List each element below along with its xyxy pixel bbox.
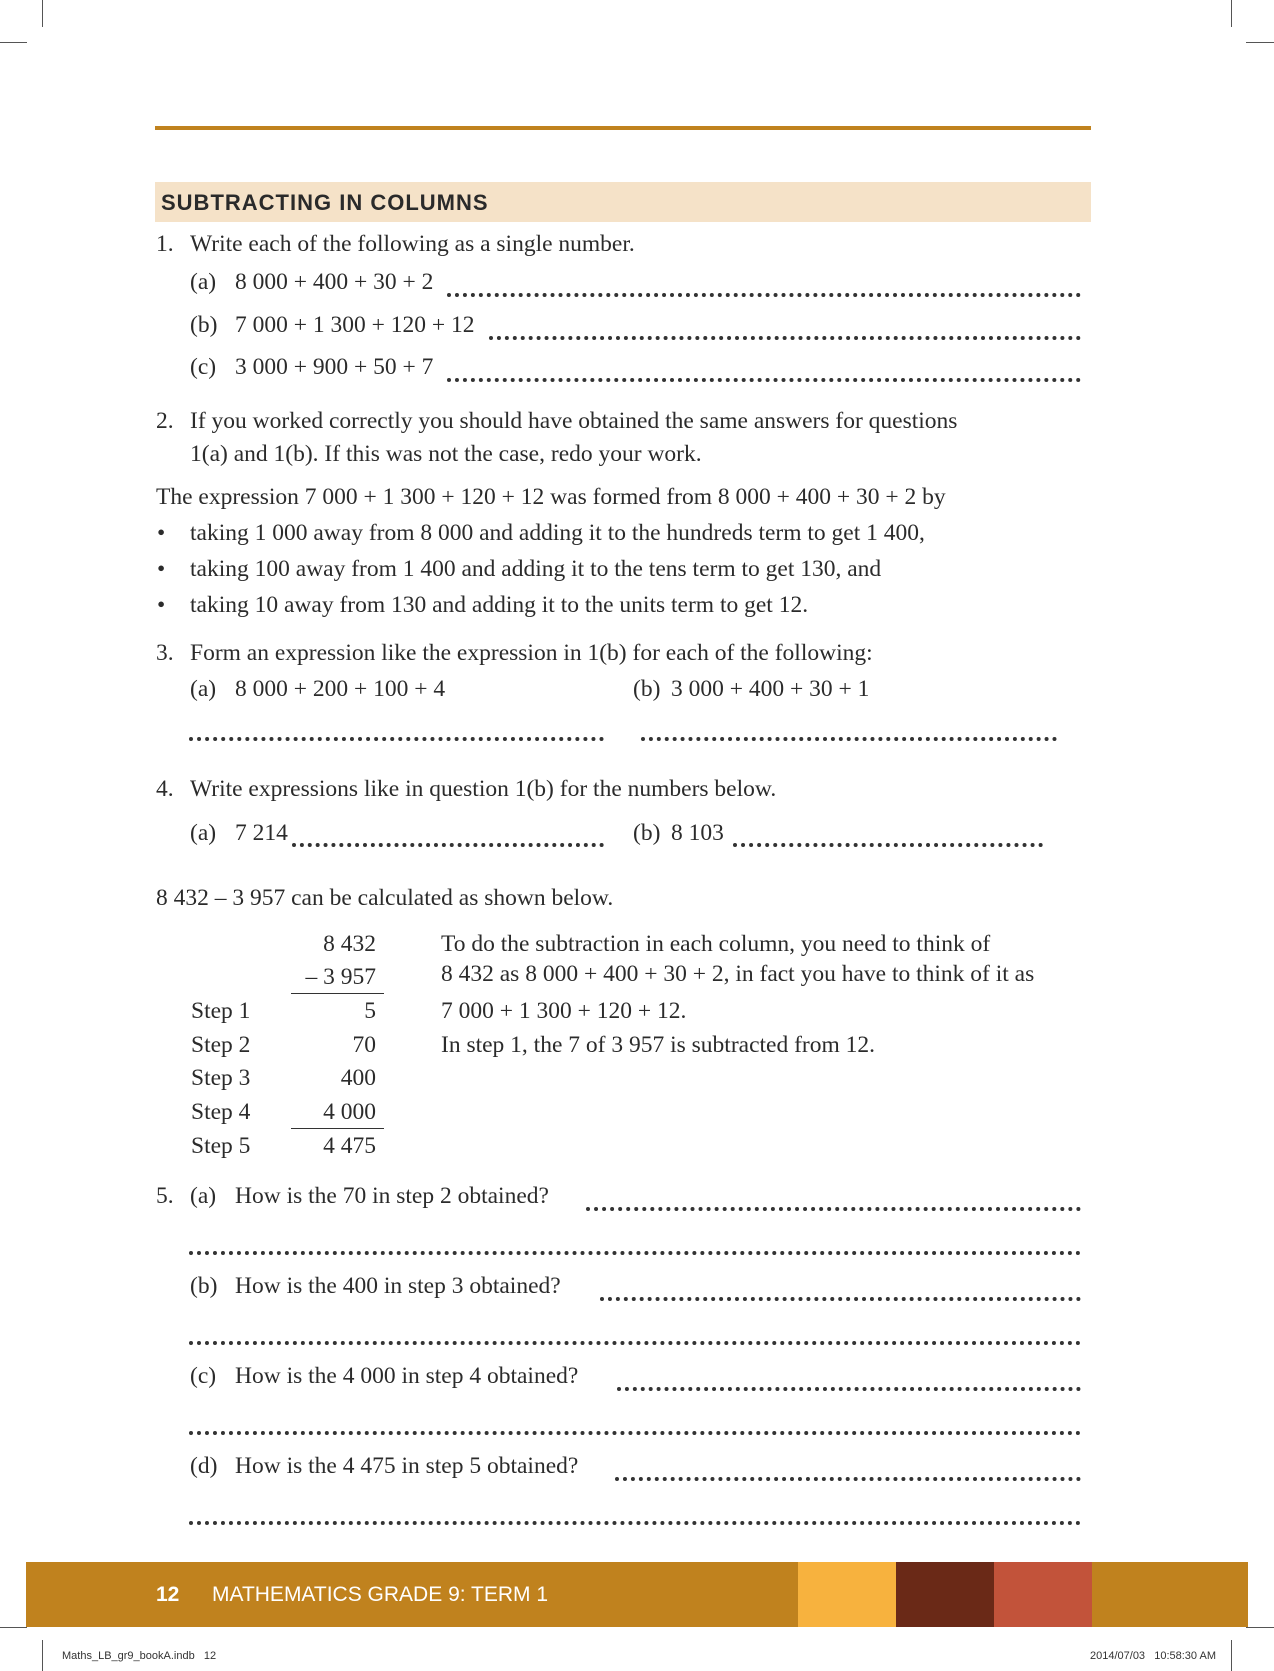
step-label: Step 4 bbox=[191, 1099, 251, 1125]
q5b-label: (b) bbox=[190, 1273, 218, 1299]
section-header bbox=[155, 182, 1091, 222]
q5a-text: How is the 70 in step 2 obtained? bbox=[235, 1183, 549, 1209]
q1b-text: 7 000 + 1 300 + 120 + 12 bbox=[235, 312, 475, 338]
calc-explain: In step 1, the 7 of 3 957 is subtracted from 12. bbox=[441, 1032, 876, 1058]
slug-timestamp: 2014/07/03 10:58:30 AM bbox=[1090, 1650, 1216, 1662]
q4-number: 4. bbox=[156, 776, 174, 802]
answer-line-q5b[interactable] bbox=[600, 1297, 1081, 1301]
q5d-label: (d) bbox=[190, 1453, 218, 1479]
q3a-text: 8 000 + 200 + 100 + 4 bbox=[235, 676, 446, 702]
bullet-dot: • bbox=[157, 520, 166, 546]
calc-intro: 8 432 – 3 957 can be calculated as shown below. bbox=[156, 885, 614, 911]
crop-mark bbox=[0, 42, 27, 43]
crop-mark bbox=[1246, 1627, 1274, 1628]
step-label: Step 5 bbox=[191, 1133, 251, 1159]
footer-title: MATHEMATICS GRADE 9: TERM 1 bbox=[212, 1583, 549, 1606]
footer-swatch-brown bbox=[896, 1562, 994, 1627]
q1c-label: (c) bbox=[190, 354, 217, 380]
step-label: Step 3 bbox=[191, 1065, 251, 1091]
q5b-text: How is the 400 in step 3 obtained? bbox=[235, 1273, 561, 1299]
answer-line-q5b-2[interactable] bbox=[189, 1341, 1081, 1345]
footer-page-number: 12 bbox=[156, 1583, 180, 1606]
bullet-dot: • bbox=[157, 592, 166, 618]
slug-file: Maths_LB_gr9_bookA.indb 12 bbox=[62, 1650, 217, 1662]
q3-number: 3. bbox=[156, 640, 174, 666]
calc-rule bbox=[291, 993, 384, 994]
q1a-label: (a) bbox=[190, 269, 217, 295]
answer-line-q5d-2[interactable] bbox=[189, 1521, 1081, 1525]
explanation-intro: The expression 7 000 + 1 300 + 120 + 12 was formed from 8 000 + 400 + 30 + 2 by bbox=[156, 484, 946, 510]
answer-line-q1b[interactable] bbox=[489, 336, 1081, 340]
step-value: 400 bbox=[340, 1065, 376, 1091]
crop-mark bbox=[0, 1627, 27, 1628]
calc-minuend: 8 432 bbox=[323, 931, 376, 957]
q2-line2: 1(a) and 1(b). If this was not the case, redo your work. bbox=[190, 441, 702, 467]
q5d-text: How is the 4 475 in step 5 obtained? bbox=[235, 1453, 579, 1479]
q4a-text: 7 214 bbox=[235, 820, 288, 846]
answer-line-q1a[interactable] bbox=[447, 293, 1081, 297]
bullet-text: taking 10 away from 130 and adding it to the units term to get 12. bbox=[190, 592, 809, 618]
footer-bar bbox=[26, 1562, 1248, 1627]
step-value: 70 bbox=[352, 1032, 376, 1058]
answer-line-q3a[interactable] bbox=[189, 737, 604, 741]
answer-line-q5a-2[interactable] bbox=[189, 1251, 1081, 1255]
q1-stem: Write each of the following as a single number. bbox=[190, 231, 635, 257]
crop-mark bbox=[42, 0, 43, 27]
calc-rule bbox=[291, 1128, 384, 1129]
crop-mark bbox=[42, 1640, 43, 1671]
q5c-text: How is the 4 000 in step 4 obtained? bbox=[235, 1363, 579, 1389]
bullet-dot: • bbox=[157, 556, 166, 582]
calc-explain: 8 432 as 8 000 + 400 + 30 + 2, in fact you have to think of it as bbox=[441, 961, 1035, 987]
q3b-text: 3 000 + 400 + 30 + 1 bbox=[671, 676, 870, 702]
q1-number: 1. bbox=[156, 231, 174, 257]
q4a-label: (a) bbox=[190, 820, 217, 846]
answer-line-q3b[interactable] bbox=[641, 737, 1057, 741]
q1a-text: 8 000 + 400 + 30 + 2 bbox=[235, 269, 434, 295]
bullet-text: taking 1 000 away from 8 000 and adding it to the hundreds term to get 1 400, bbox=[190, 520, 925, 546]
q4b-label: (b) bbox=[633, 820, 661, 846]
answer-line-q4b[interactable] bbox=[733, 843, 1043, 847]
step-label: Step 2 bbox=[191, 1032, 251, 1058]
q4-stem: Write expressions like in question 1(b) for the numbers below. bbox=[190, 776, 777, 802]
q3b-label: (b) bbox=[633, 676, 661, 702]
q3-stem: Form an expression like the expression in 1(b) for each of the following: bbox=[190, 640, 873, 666]
step-value: 4 475 bbox=[323, 1133, 376, 1159]
answer-line-q4a[interactable] bbox=[292, 843, 604, 847]
bullet-text: taking 100 away from 1 400 and adding it to the tens term to get 130, and bbox=[190, 556, 882, 582]
calc-subtrahend: – 3 957 bbox=[305, 964, 376, 990]
crop-mark bbox=[1231, 0, 1232, 27]
answer-line-q5c[interactable] bbox=[617, 1387, 1081, 1391]
q5c-label: (c) bbox=[190, 1363, 217, 1389]
q1b-label: (b) bbox=[190, 312, 218, 338]
crop-mark bbox=[1231, 1640, 1232, 1671]
calc-explain: To do the subtraction in each column, you need to think of bbox=[441, 931, 991, 957]
section-title: SUBTRACTING IN COLUMNS bbox=[161, 190, 489, 215]
crop-mark bbox=[1246, 42, 1274, 43]
answer-line-q5d[interactable] bbox=[615, 1477, 1081, 1481]
footer-swatch-yellow bbox=[798, 1562, 896, 1627]
calc-explain: 7 000 + 1 300 + 120 + 12. bbox=[441, 998, 687, 1024]
q4b-text: 8 103 bbox=[671, 820, 724, 846]
step-value: 5 bbox=[364, 998, 376, 1024]
footer-swatch-red bbox=[994, 1562, 1092, 1627]
answer-line-q5c-2[interactable] bbox=[189, 1431, 1081, 1435]
q3a-label: (a) bbox=[190, 676, 217, 702]
q1c-text: 3 000 + 900 + 50 + 7 bbox=[235, 354, 434, 380]
top-rule bbox=[155, 126, 1091, 130]
q5a-label: (a) bbox=[190, 1183, 217, 1209]
step-label: Step 1 bbox=[191, 998, 251, 1024]
step-value: 4 000 bbox=[323, 1099, 376, 1125]
answer-line-q5a[interactable] bbox=[586, 1207, 1081, 1211]
q5-number: 5. bbox=[156, 1183, 174, 1209]
answer-line-q1c[interactable] bbox=[447, 378, 1081, 382]
q2-number: 2. bbox=[156, 408, 174, 434]
q2-line1: If you worked correctly you should have obtained the same answers for questions bbox=[190, 408, 958, 434]
